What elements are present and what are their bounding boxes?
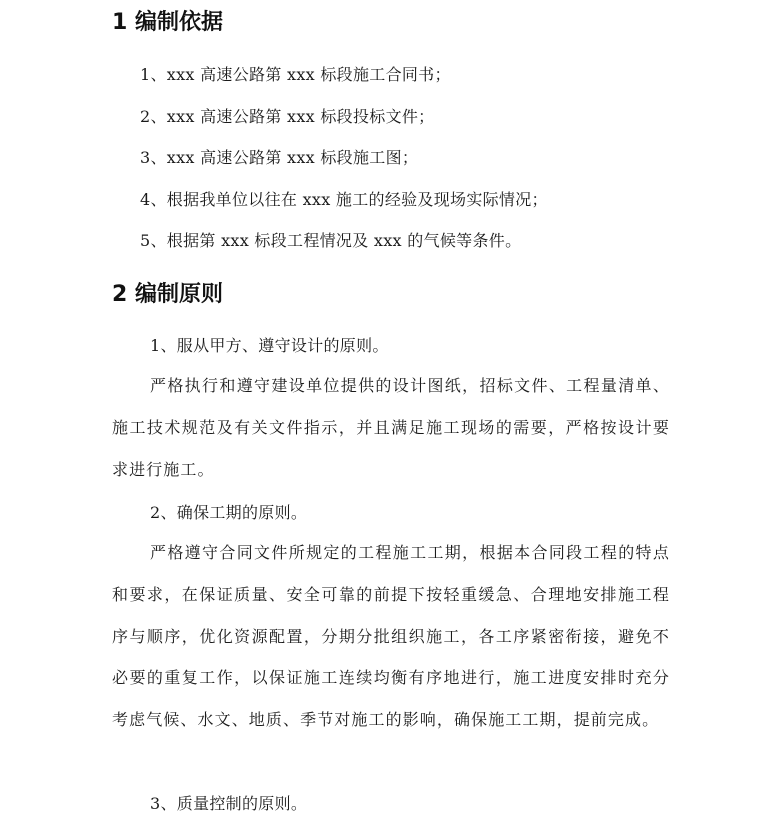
principle-2-title: 2、确保工期的原则。 [150,503,308,522]
principle-1-title: 1、服从甲方、遵守设计的原则。 [150,336,389,355]
basis-item-5: 5、根据第 xxx 标段工程情况及 xxx 的气候等条件。 [140,231,522,250]
basis-item-4: 4、根据我单位以往在 xxx 施工的经验及现场实际情况； [140,190,548,209]
principle-2-body: 严格遵守合同文件所规定的工程施工工期，根据本合同段工程的特点和要求，在保证质量、安全可靠的前提下按轻重缓急、合理地安排施工程序与顺序，优化资源配置，分期分批组织施工，各工序紧密衔接，避免不必要的重复工作，以保证施工连续均衡有序地进行，施工进度安排时充分考虑气候、水文、地质、季节对施工的影响，确保施工工期，提前完成。 [112,543,670,730]
basis-item-3: 3、xxx 高速公路第 xxx 标段施工图； [140,148,419,167]
principle-3-title: 3、质量控制的原则。 [150,794,308,813]
basis-item-2: 2、xxx 高速公路第 xxx 标段投标文件； [140,107,435,126]
principle-1-body: 严格执行和遵守建设单位提供的设计图纸，招标文件、工程量清单、施工技术规范及有关文件指示，并且满足施工现场的需要，严格按设计要求进行施工。 [112,376,670,479]
basis-item-1: 1、xxx 高速公路第 xxx 标段施工合同书； [140,65,451,84]
section2-heading: 2 编制原则 [112,282,223,307]
section1-heading: 1 编制依据 [112,10,223,35]
